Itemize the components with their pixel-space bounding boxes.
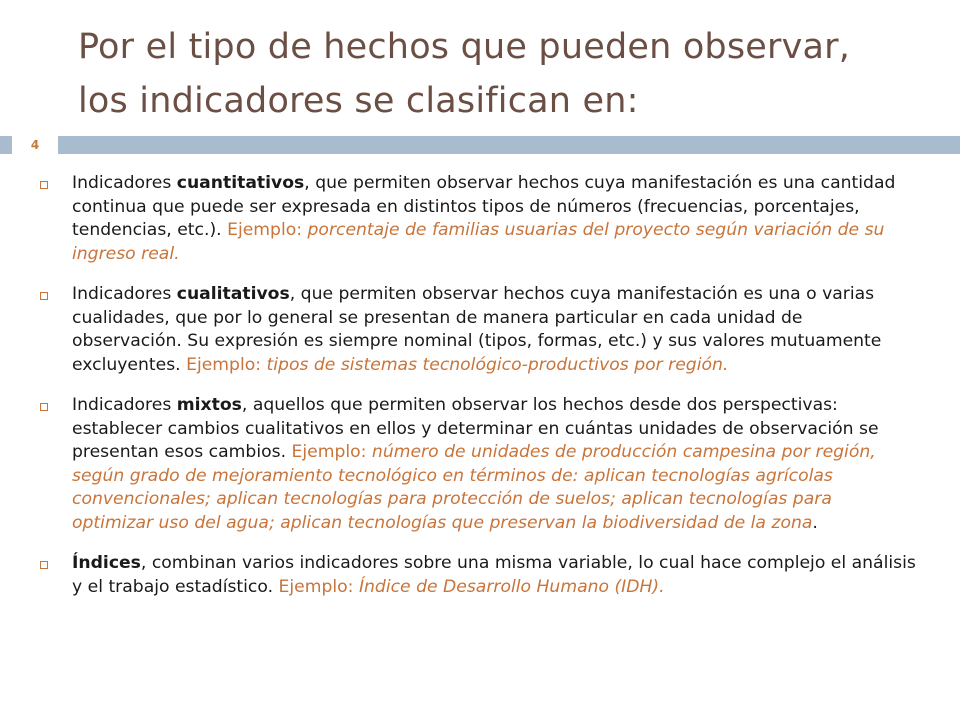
list-item-cuantitativos bbox=[36, 172, 916, 266]
square-bullet-icon bbox=[40, 561, 48, 569]
slide-title-line-2: los indicadores se clasifican en: bbox=[78, 81, 639, 121]
item-prefix: Indicadores bbox=[72, 173, 177, 193]
example-label: Ejemplo: bbox=[278, 576, 359, 597]
example-text: porcentaje de familias usuarias del proyecto según variación de su ingreso real. bbox=[72, 220, 885, 264]
square-bullet-icon bbox=[40, 403, 48, 411]
item-example bbox=[279, 577, 665, 597]
item-suffix: . bbox=[812, 512, 818, 533]
list-item-indices bbox=[36, 552, 916, 599]
header-band-right bbox=[58, 136, 960, 154]
example-label: Ejemplo: bbox=[227, 220, 308, 240]
item-prefix: Indicadores bbox=[72, 395, 177, 415]
item-example bbox=[186, 355, 728, 375]
example-label: Ejemplo: bbox=[186, 354, 267, 375]
square-bullet-icon bbox=[40, 181, 48, 189]
example-text: número de unidades de producción campesina por región, según grado de mejoramiento tecnológico en términos de: aplican tecnologías agrícolas convencionales; aplican tecnologías para protección de suelos; aplican tecnologías para optimizar uso del agua; aplican tecnologías que preservan la biodiversidad de la zona bbox=[72, 442, 876, 533]
list-item-cualitativos bbox=[36, 283, 916, 377]
slide-title bbox=[78, 20, 938, 128]
item-description: , que permiten observar hechos cuya manifestación es una cantidad continua que puede ser expresada en distintos tipos de números (frecuencias, porcentajes, tendencias, etc.). bbox=[72, 173, 896, 240]
example-text: Índice de Desarrollo Humano (IDH). bbox=[358, 576, 665, 597]
item-prefix: Indicadores bbox=[72, 284, 177, 304]
indicator-list bbox=[36, 172, 916, 616]
slide-title-line-1: Por el tipo de hechos que pueden observar, bbox=[78, 27, 851, 67]
item-keyword: cualitativos bbox=[176, 284, 290, 304]
square-bullet-icon bbox=[40, 292, 48, 300]
item-description: , que permiten observar hechos cuya manifestación es una o varias cualidades, que por lo general se presentan de manera particular en cada unidad de observación. Su expresión es siempre nominal (tipos, formas, etc.) y sus valores mutuamente excluyentes. bbox=[72, 284, 882, 375]
example-text: tipos de sistemas tecnológico-productivos por región. bbox=[266, 354, 729, 375]
header-band-left bbox=[0, 136, 12, 154]
item-description: , combinan varios indicadores sobre una misma variable, lo cual hace complejo el análisis y el trabajo estadístico. bbox=[72, 553, 916, 597]
list-item-mixtos bbox=[36, 394, 916, 535]
item-keyword: Índices bbox=[72, 553, 141, 573]
slide-number: 4 bbox=[12, 130, 58, 160]
item-description: , aquellos que permiten observar los hechos desde dos perspectivas: establecer cambios cualitativos en ellos y determinar en cuántas unidades de observación se presentan esos cambios. bbox=[72, 395, 879, 462]
item-keyword: mixtos bbox=[176, 395, 242, 415]
example-label: Ejemplo: bbox=[291, 442, 372, 462]
item-keyword: cuantitativos bbox=[176, 173, 305, 193]
